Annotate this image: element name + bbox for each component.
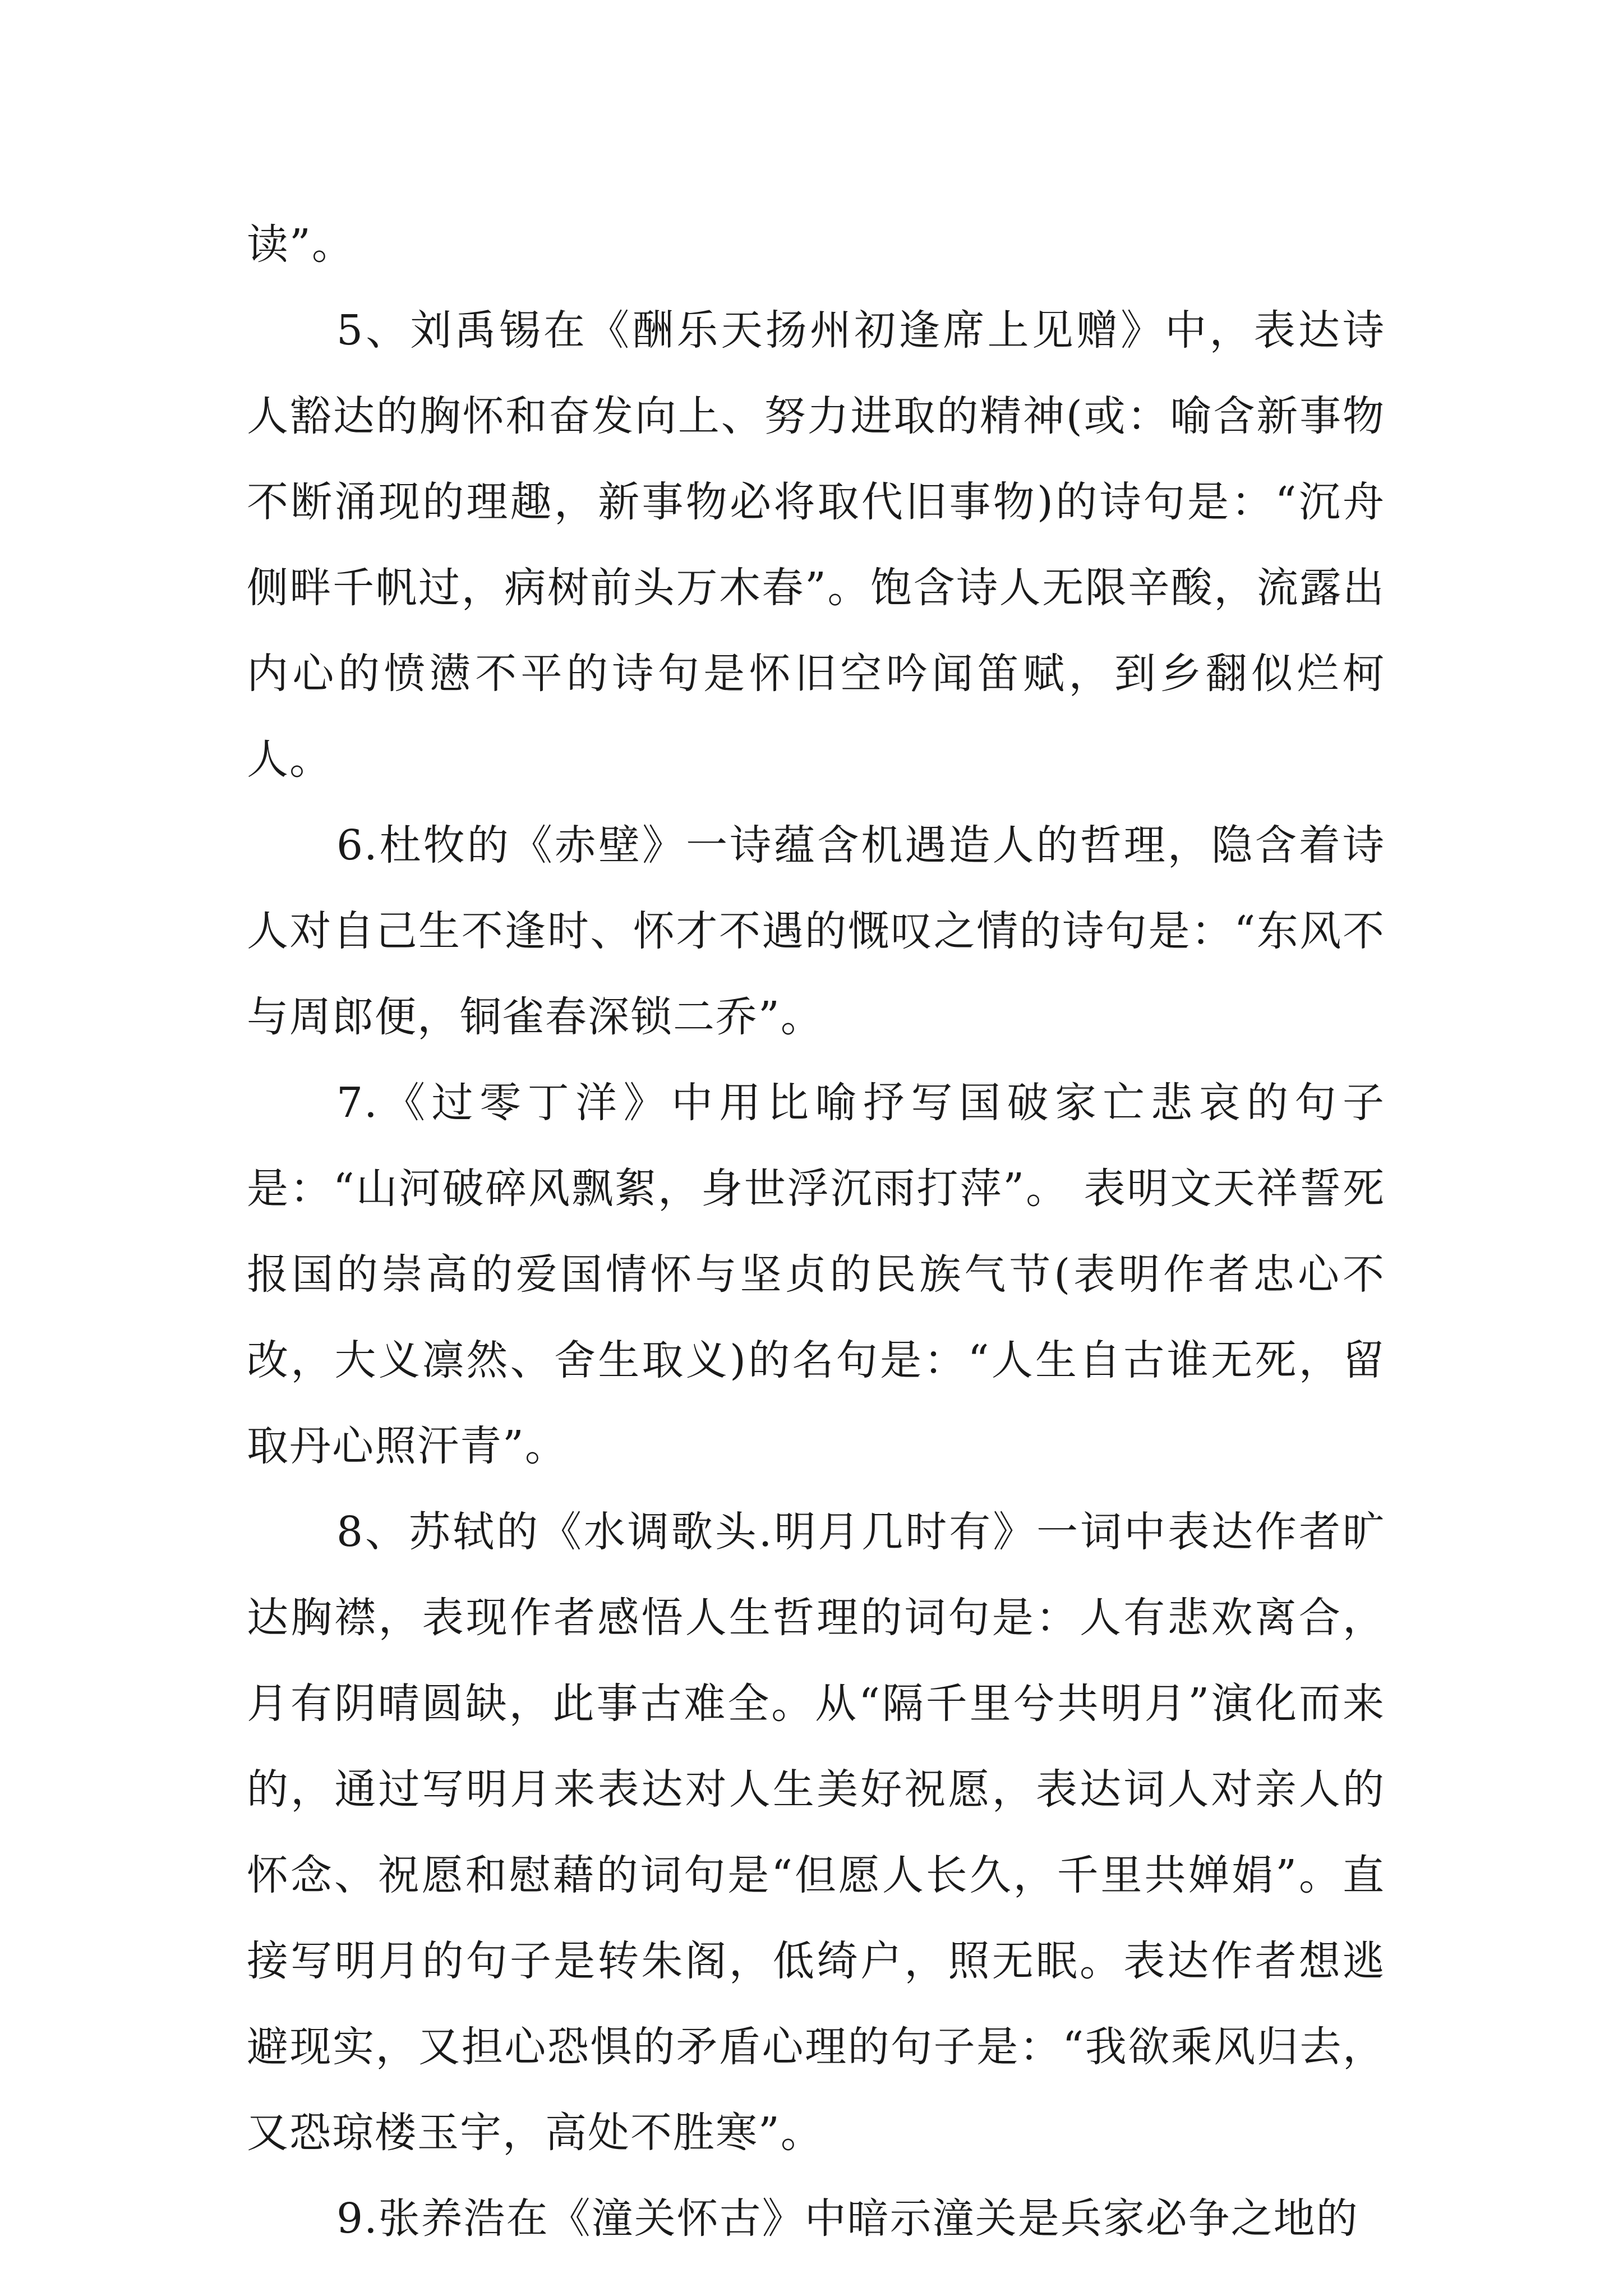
paragraph-item-7: 7.《过零丁洋》中用比喻抒写国破家亡悲哀的句子是：“山河破碎风飘絮，身世浮沉雨打萍”。 表明文天祥誓死报国的崇高的爱国情怀与坚贞的民族气节(表明作者忠心不改，大义凛然、舍生取义)的名句是：“人生自古谁无死，留取丹心照汗青”。 (247, 1079, 1385, 1470)
paragraph-item-8: 8、苏轼的《水调歌头.明月几时有》一词中表达作者旷达胸襟，表现作者感悟人生哲理的词句是：人有悲欢离合，月有阴晴圆缺，此事古难全。从“隔千里兮共明月”演化而来的，通过写明月来表达对人生美好祝愿，表达词人对亲人的怀念、祝愿和慰藉的词句是“但愿人长久，千里共婵娟”。直接写明月的句子是转朱阁，低绮户，照无眠。表达作者想逃避现实，又担心恐惧的矛盾心理的句子是：“我欲乘风归去，又恐琼楼玉宇，高处不胜寒”。 (247, 1508, 1385, 2157)
paragraph-item-9: 9.张养浩在《潼关怀古》中暗示潼关是兵家必争之地的 (336, 2194, 1359, 2243)
paragraph-item-5: 5、刘禹锡在《酬乐天扬州初逢席上见赠》中，表达诗人豁达的胸怀和奋发向上、努力进取的精神(或：喻含新事物不断涌现的理趣，新事物必将取代旧事物)的诗句是：“沉舟侧畔千帆过，病树前头万木春”。饱含诗人无限辛酸，流露出内心的愤懑不平的诗句是怀旧空吟闻笛赋，到乡翻似烂柯人。 (247, 306, 1385, 784)
paragraph-item-6: 6.杜牧的《赤壁》一诗蕴含机遇造人的哲理，隐含着诗人对自己生不逢时、怀才不遇的慨叹之情的诗句是：“东风不与周郎便，铜雀春深锁二乔”。 (247, 821, 1385, 1041)
document-body (247, 202, 1385, 2262)
paragraph-continuation: 读”。 (247, 220, 354, 269)
